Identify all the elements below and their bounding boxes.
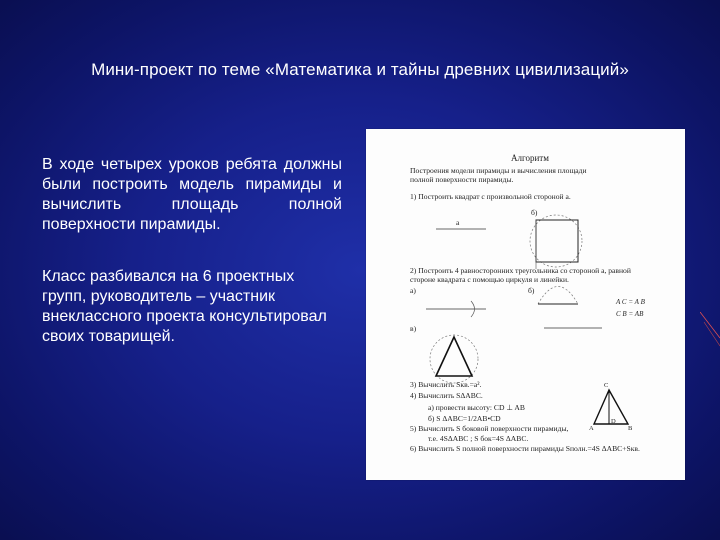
label-b: B <box>628 425 633 432</box>
step-2-line2: стороне квадрата с помощью циркуля и линейки. <box>410 275 569 284</box>
step-1-label-b: б) <box>531 208 538 217</box>
step-2-label-v: в) <box>410 324 417 333</box>
note-ac-ab: A C = A B <box>616 298 645 306</box>
construction-circle <box>530 215 582 267</box>
text-block <box>42 155 342 379</box>
decorative-line <box>700 312 720 372</box>
label-a: A <box>589 425 594 432</box>
step-4: 4) Вычислить SΔABC. <box>410 391 483 400</box>
paragraph-lessons: В ходе четырех уроков ребята должны были построить модель пирамиды и вычислить площадь полной поверхности пирамиды. <box>42 156 342 233</box>
step-2-label-a: а) <box>410 286 416 295</box>
label-d: D <box>611 418 616 425</box>
paragraph-groups: Класс разбивался на 6 проектных групп, руководитель – участник внеклассного проекта консультировал своих товарищей. <box>42 268 327 345</box>
step-2-label-b: б) <box>528 286 535 295</box>
step-5-line1: 5) Вычислить S боковой поверхности пирамиды, <box>410 424 569 433</box>
note-cb-ab: C B = AB <box>616 310 644 318</box>
step-1: 1) Построить квадрат с произвольной стороной а. <box>410 192 571 201</box>
step-6: 6) Вычислить S полной поверхности пирамиды Sполн.=4S ΔABC+Sкв. <box>410 444 640 453</box>
slide-title: Мини-проект по теме «Математика и тайны древних цивилизаций» <box>91 60 629 79</box>
step-4b: б) S ΔABC=1/2AB•CD <box>428 414 501 423</box>
step-1-label-a: а <box>456 218 460 227</box>
algorithm-document-image <box>366 129 685 480</box>
square <box>536 220 578 262</box>
document-subheading-line2: полной поверхности пирамиды. <box>410 175 514 184</box>
document-heading: Алгоритм <box>511 153 549 163</box>
document-subheading-line1: Построения модели пирамиды и вычисления площади <box>410 166 587 175</box>
label-c: C <box>604 382 609 389</box>
step-4a: а) провести высоту: CD ⊥ AB <box>428 403 525 412</box>
triangle-construction <box>436 337 472 376</box>
step-5-line2: т.е. 4SΔABC ; S бок=4S ΔABC. <box>428 434 529 443</box>
step-2-line1: 2) Построить 4 равносторонних треугольника со стороной а, равной <box>410 266 631 275</box>
step-3: 3) Вычислить Sкв.=a². <box>410 380 482 389</box>
